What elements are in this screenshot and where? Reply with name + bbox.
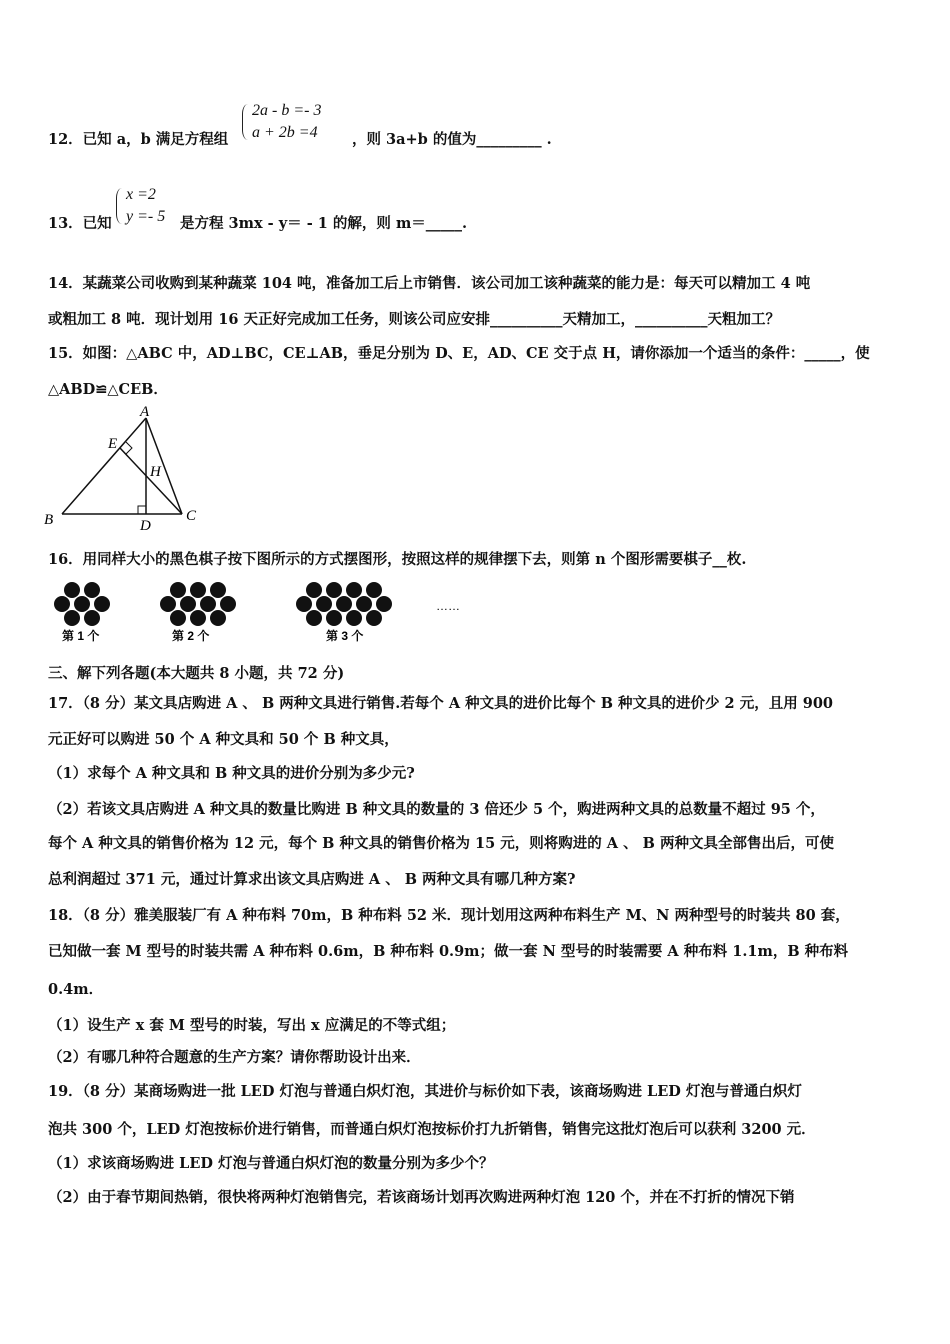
label-h: H [150, 464, 161, 480]
q19-line1: 19．（8 分）某商场购进一批 LED 灯泡与普通白炽灯泡，其进价与标价如下表，该商场购进 LED 灯泡与普通白炽灯 [48, 1083, 802, 1100]
q17-line5: 每个 A 种文具的销售价格为 12 元，每个 B 种文具的销售价格为 15 元，则将购进的 A 、 B 两种文具全部售出后，可使 [48, 835, 834, 852]
label-b: B [44, 512, 54, 528]
q18-line4: （1）设生产 x 套 M 型号的时装，写出 x 应满足的不等式组； [48, 1017, 456, 1034]
label-a: A [140, 404, 150, 420]
q12-eq1: 2a - b =- 3 [252, 102, 322, 119]
q15-triangle-figure [40, 402, 210, 532]
q16-line1: 16．用同样大小的黑色棋子按下图所示的方式摆图形，按照这样的规律摆下去，则第 n 个图形需要棋子__枚. [48, 551, 747, 568]
q15-line1: 15．如图：△ABC 中，AD⊥BC，CE⊥AB，垂足分别为 D、E，AD、CE 交于点 H，请你添加一个适当的条件：_____，使 [48, 345, 870, 362]
q17-line3: （1）求每个 A 种文具和 B 种文具的进价分别为多少元? [48, 765, 415, 782]
q13-prefix: 13．已知 [48, 215, 112, 232]
q17-line1: 17．（8 分）某文具店购进 A 、 B 两种文具进行销售.若每个 A 种文具的进价比每个 B 种文具的进价少 2 元，且用 900 [48, 695, 834, 712]
q17-line6: 总利润超过 371 元，通过计算求出该文具店购进 A 、 B 两种文具有哪几种方案? [48, 871, 576, 888]
q13-suffix: 是方程 3mx - y＝ - 1 的解，则 m＝_____. [180, 215, 468, 232]
q19-line4: （2）由于春节期间热销，很快将两种灯泡销售完，若该商场计划再次购进两种灯泡 120 个，并在不打折的情况下销 [48, 1189, 795, 1206]
q13-brace [116, 188, 124, 224]
q12-eq2: a + 2b =4 [252, 124, 318, 141]
q13-eq2: y =- 5 [126, 208, 166, 225]
label-e: E [108, 436, 118, 452]
q12-suffix: ，则 3a+b 的值为_________ . [352, 131, 552, 148]
right-angle-d [138, 506, 146, 514]
q18-line5: （2）有哪几种符合题意的生产方案？请你帮助设计出来． [48, 1049, 421, 1066]
label-d: D [140, 518, 151, 532]
q18-line1: 18．（8 分）雅美服装厂有 A 种布料 70m，B 种布料 52 米．现计划用这两种布料生产 M、N 两种型号的时装共 80 套， [48, 907, 850, 924]
q19-line2: 泡共 300 个，LED 灯泡按标价进行销售，而普通白炽灯泡按标价打九折销售，销售完这批灯泡后可以获利 3200 元． [48, 1121, 816, 1138]
right-angle-e [126, 442, 132, 454]
q12-brace [242, 104, 250, 140]
q18-line2: 已知做一套 M 型号的时装共需 A 种布料 0.6m，B 种布料 0.9m；做一套 N 型号的时装需要 A 种布料 1.1m，B 种布料 [48, 943, 849, 960]
q12-equation-system [242, 102, 352, 148]
q18-line3: 0.4m． [48, 981, 104, 998]
section3-title: 三、解下列各题(本大题共 8 小题，共 72 分) [48, 665, 345, 682]
pattern-2-label: 第 2 个 [172, 629, 210, 643]
q17-line2: 元正好可以购进 50 个 A 种文具和 50 个 B 种文具， [48, 731, 399, 748]
pattern-ellipsis: …… [436, 599, 460, 613]
segment-ab [62, 418, 146, 514]
q14-line2: 或粗加工 8 吨．现计划用 16 天正好完成加工任务，则该公司应安排__________天精加工，__________天粗加工？ [48, 311, 780, 328]
segment-ce [120, 448, 182, 514]
pattern-1 [54, 582, 110, 626]
q14-line1: 14．某蔬菜公司收购到某种蔬菜 104 吨，准备加工后上市销售．该公司加工该种蔬菜的能力是：每天可以精加工 4 吨 [48, 275, 811, 292]
q16-pattern-figure [50, 576, 470, 646]
pattern-3-label: 第 3 个 [326, 629, 364, 643]
q13-equation-system [116, 186, 180, 232]
pattern-1-label: 第 1 个 [62, 629, 100, 643]
pattern-3 [296, 582, 392, 626]
q12-prefix: 12．已知 a，b 满足方程组 [48, 131, 229, 148]
q19-line3: （1）求该商场购进 LED 灯泡与普通白炽灯泡的数量分别为多少个？ [48, 1155, 494, 1172]
pattern-2 [160, 582, 236, 626]
label-c: C [186, 508, 197, 524]
q13-eq1: x =2 [126, 186, 156, 203]
q15-line2: △ABD≌△CEB． [48, 381, 168, 398]
q17-line4: （2）若该文具店购进 A 种文具的数量比购进 B 种文具的数量的 3 倍还少 5 个，购进两种文具的总数量不超过 95 个， [48, 801, 825, 818]
